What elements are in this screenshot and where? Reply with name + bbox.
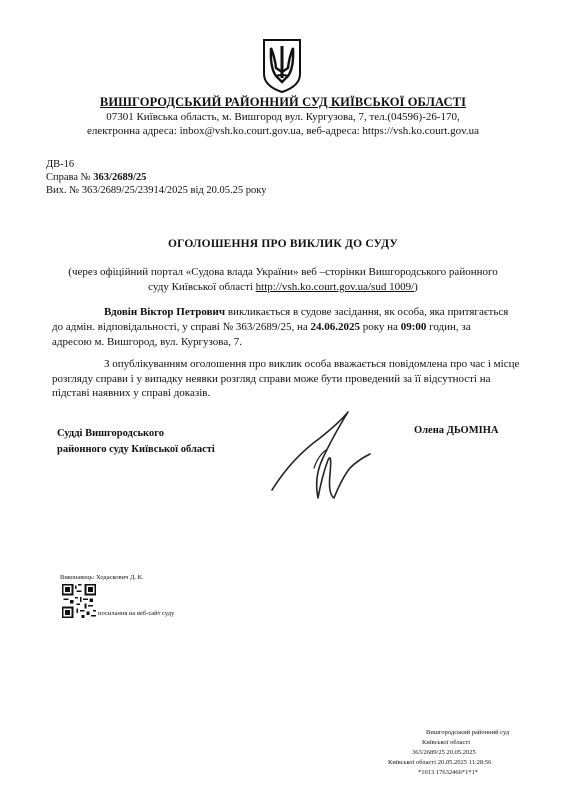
published-note: посилання на веб-сайт суду (98, 610, 175, 617)
qr-code-icon (62, 584, 96, 618)
case-label: Справа № (46, 172, 94, 183)
case-number: 363/2689/25 (93, 172, 147, 183)
judge-title-line2: районного суду Київської області (57, 444, 215, 455)
case-number-line (46, 171, 146, 184)
form-code: ДВ-16 (46, 159, 75, 170)
paragraph1-line2-text-a: до адмін. відповідальності, у справі № 363/2689/25, на (52, 321, 311, 333)
notice-subtitle-line2 (0, 281, 566, 293)
stamp-line2: Київської області (422, 739, 471, 746)
summoned-person-name: Вдовін Віктор Петрович (104, 306, 226, 318)
paragraph2-line2: розгляду справи і у випадку неявки розгляд справи може бути проведений за її відсутності на (52, 373, 491, 385)
stamp-line3: 363/2689/25 20.05.2025 (412, 749, 476, 756)
court-email: електронна адреса: inbox@vsh.ko.court.gov.ua, веб-адреса: https://vsh.ko.court.gov.ua (86, 125, 480, 137)
handwritten-signature (262, 398, 382, 518)
notice-subtitle-line1: (через офіційний портал «Судова влада України» веб –сторінки Вишгородського районного (68, 266, 498, 278)
paragraph1-line1 (104, 306, 508, 318)
hearing-date: 24.06.2025 (310, 321, 360, 333)
court-address: 07301 Київська область, м. Вишгород вул. Кургузова, 7, тел.(04596)-26-170, (106, 111, 460, 123)
notice-title: ОГОЛОШЕННЯ ПРО ВИКЛИК ДО СУДУ (167, 238, 399, 250)
registration-stamp (388, 728, 548, 780)
outgoing-number: Вих. № 363/2689/25/23914/2025 від 20.05.25 року (46, 185, 267, 196)
judge-name: Олена ДЬОМІНА (414, 425, 499, 436)
paragraph2-line3: підставі наявних у справі доказів. (52, 387, 211, 399)
paragraph1-line2-text-c: годин, за (426, 321, 471, 333)
stamp-line1: Вишгородський районний суд (426, 729, 510, 736)
paragraph1-line2 (52, 321, 471, 333)
judge-title (57, 426, 215, 458)
stamp-line4: Київської області 20.05.2025 11:28:56 (388, 759, 492, 766)
subtitle-prefix: суду Київської області (148, 281, 256, 293)
stamp-barcode-text: *1013 17632466*1*1* (418, 769, 479, 776)
subtitle-suffix: ) (414, 281, 418, 293)
court-name: ВИШГОРОДСЬКИЙ РАЙОННИЙ СУД КИЇВСЬКОЇ ОБЛАСТІ (99, 95, 467, 109)
paragraph1-line1-text: викликається в судове засідання, як особа, яка притягається (225, 306, 509, 318)
paragraph1-line2-text-b: року на (359, 321, 401, 333)
judge-title-line1: Судді Вишгородського (57, 428, 164, 439)
court-website-link[interactable]: http://vsh.ko.court.gov.ua/sud 1009/ (255, 281, 415, 293)
trident-emblem-icon (262, 38, 302, 94)
paragraph2-line1: З опублікуванням оголошення про виклик особа вважається повідомлена про час і місце (104, 358, 520, 370)
executor-note: Виконавець: Ходаскович Д. К. (60, 574, 144, 581)
hearing-time: 09:00 (400, 321, 427, 333)
paragraph1-line3: адресою м. Вишгород, вул. Кургузова, 7. (52, 336, 242, 348)
